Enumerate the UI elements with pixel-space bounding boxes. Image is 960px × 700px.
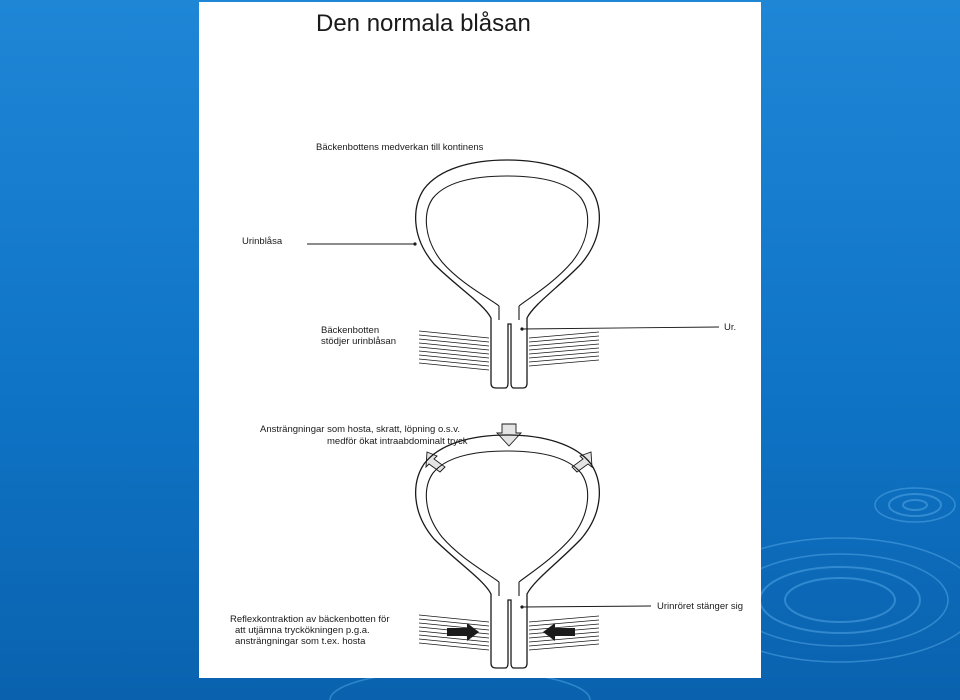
label-bladder: Urinblåsa — [242, 236, 283, 247]
leader-urethra-closes — [522, 606, 651, 607]
label-pelvic-floor-1: Bäckenbotten — [321, 325, 380, 336]
label-pelvic-floor-2: stödjer urinblåsan — [321, 336, 396, 347]
label-reflex-1: Reflexkontraktion av bäckenbotten för — [230, 614, 390, 625]
pelvic-floor-muscle-left — [419, 331, 489, 370]
leader-urethra — [522, 327, 719, 329]
down-arrow-icon — [426, 452, 445, 472]
label-reflex-3: ansträngningar som t.ex. hosta — [235, 636, 366, 647]
leader-dot — [520, 327, 523, 330]
leader-dot — [520, 605, 523, 608]
top-diagram-heading: Bäckenbottens medverkan till kontinens — [316, 142, 484, 153]
label-strain-1: Ansträngningar som hosta, skratt, löpning o.s.v. — [260, 424, 460, 435]
label-strain-2: medför ökat intraabdominalt tryck — [327, 436, 468, 447]
label-reflex-2: att utjämna tryckökningen p.g.a. — [235, 625, 370, 636]
label-urethra: Ur. — [724, 322, 737, 333]
page-title: Den normala blåsan — [316, 10, 531, 37]
pelvic-floor-muscle-right — [529, 332, 599, 366]
bladder-diagram — [199, 2, 761, 678]
diagram-page — [199, 2, 761, 678]
leader-dot — [413, 242, 416, 245]
label-urethra-closes: Urinröret stänger sig — [657, 601, 744, 612]
